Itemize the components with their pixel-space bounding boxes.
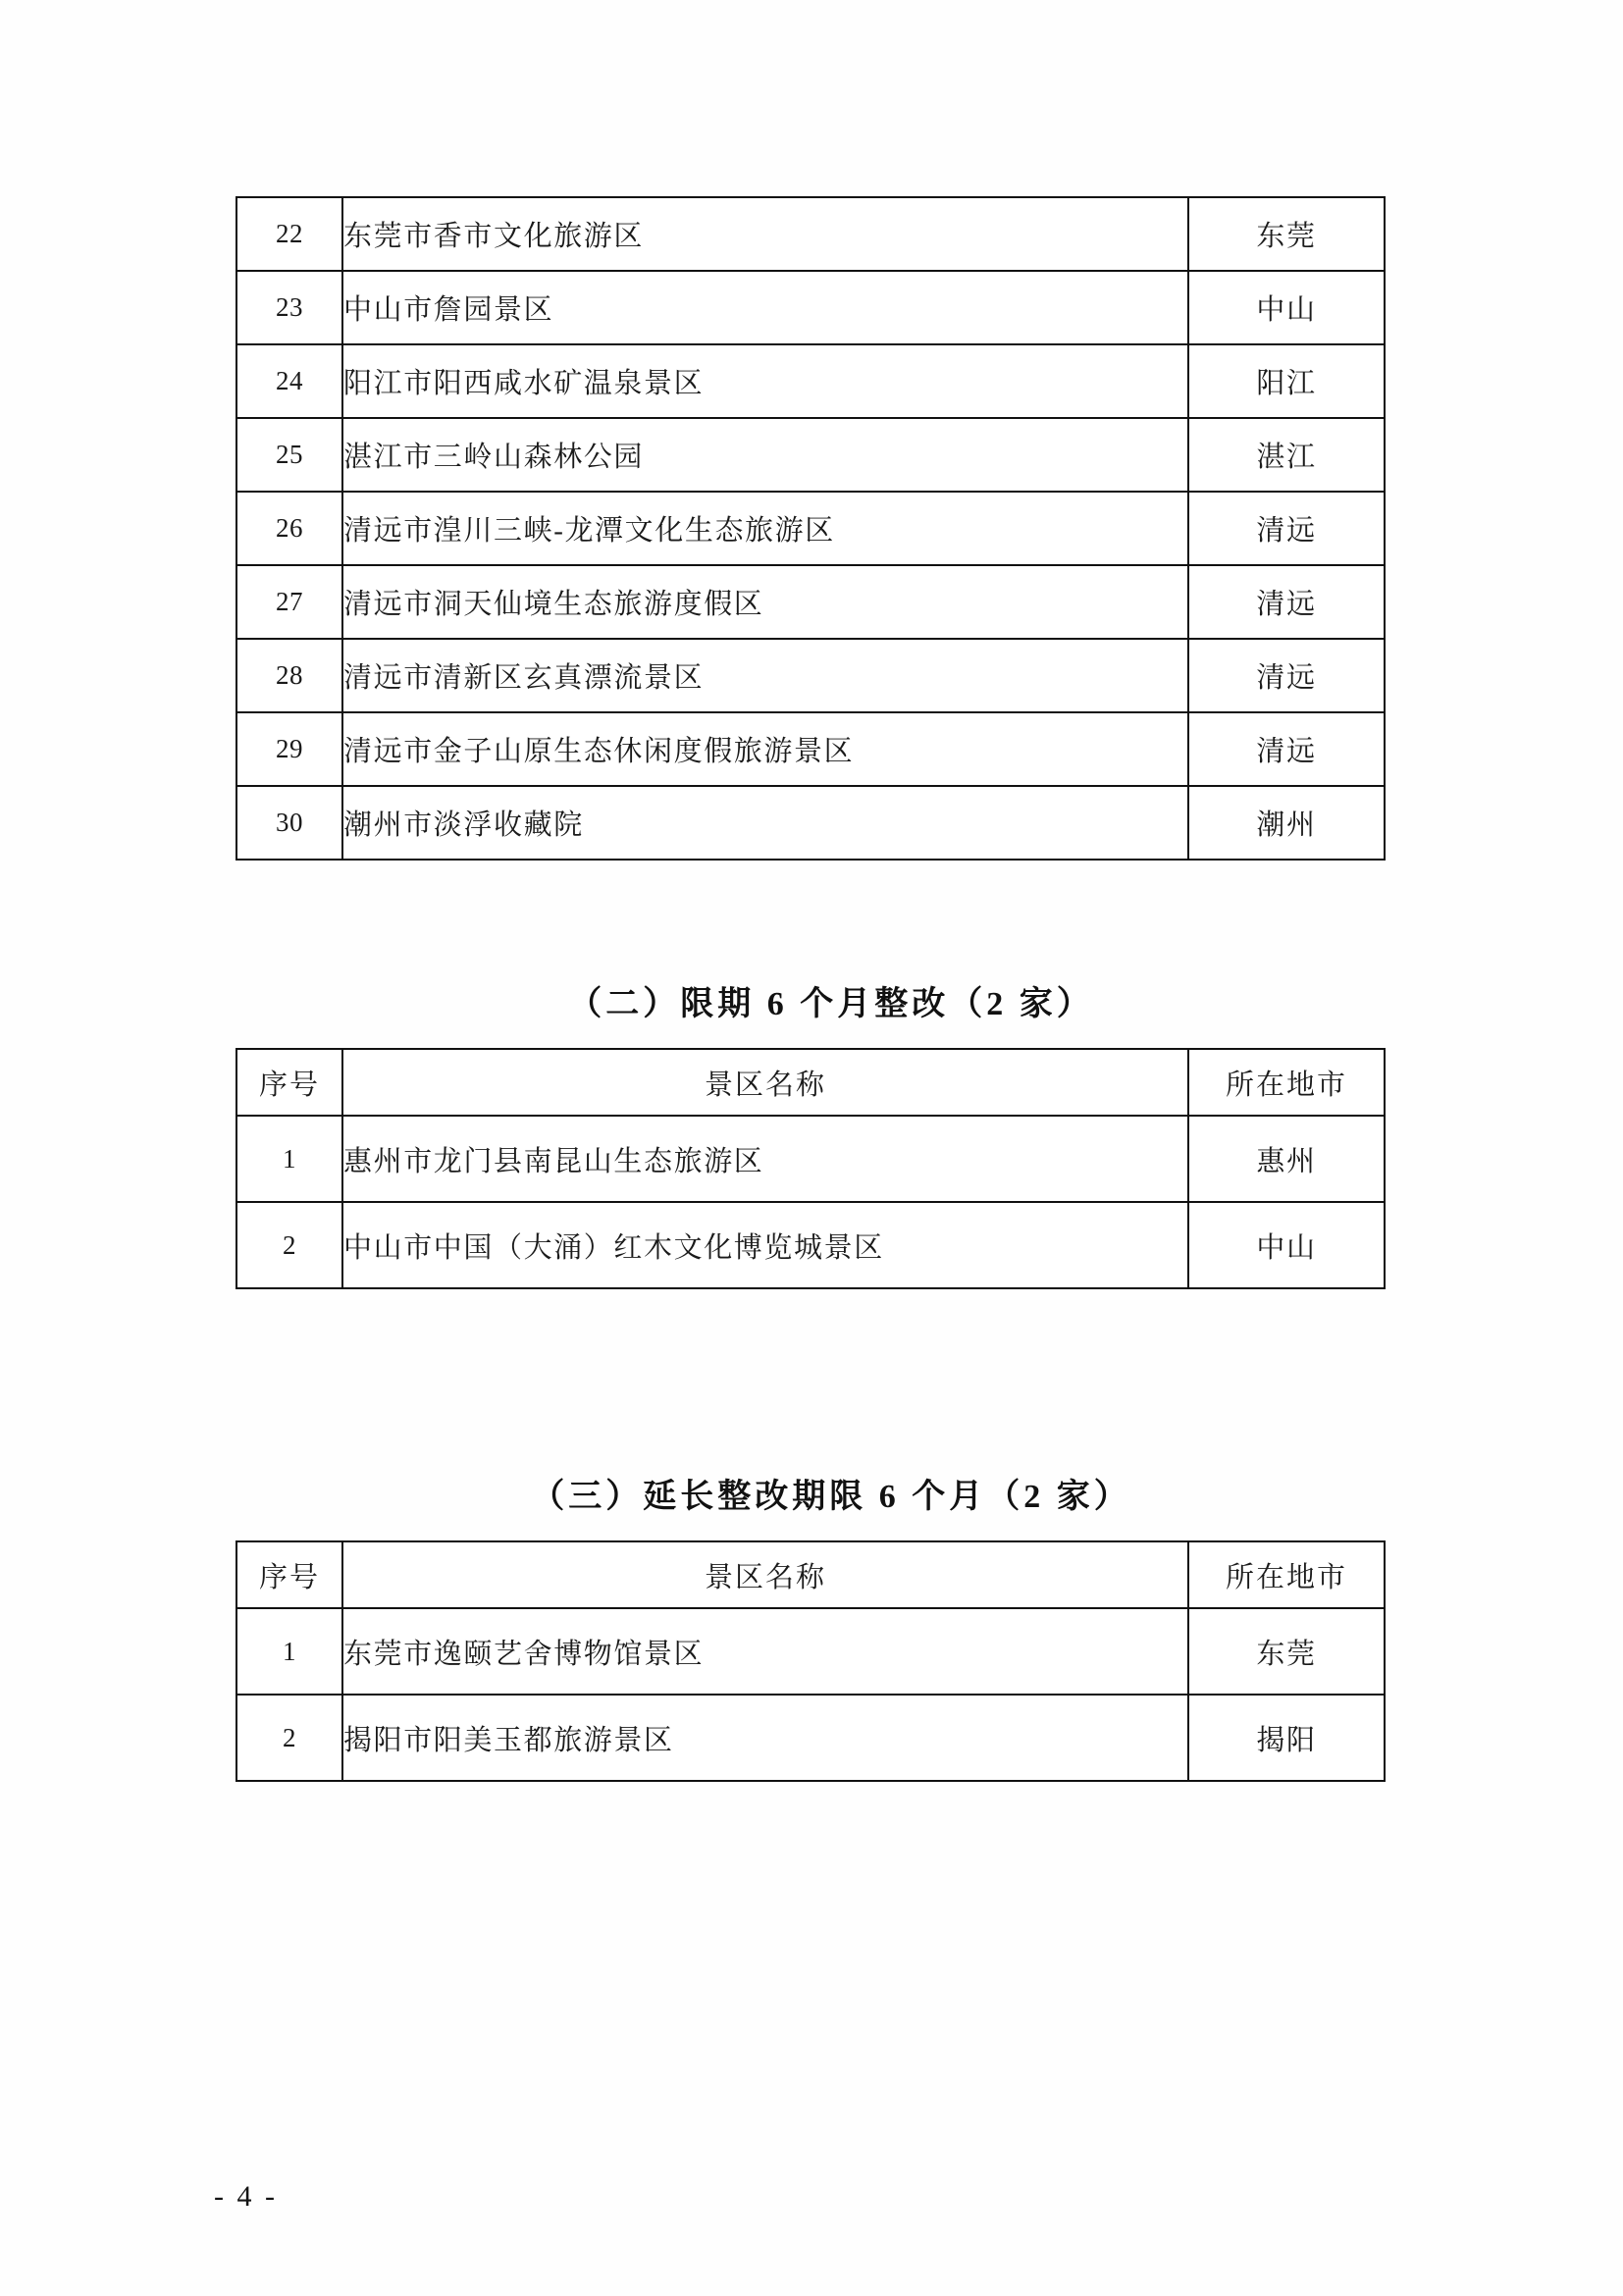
table-row <box>236 786 1385 860</box>
city-name: 潮州 <box>1188 786 1385 860</box>
row-index: 25 <box>236 418 342 492</box>
row-index: 26 <box>236 492 342 565</box>
scenic-area-name: 清远市清新区玄真漂流景区 <box>342 639 1188 712</box>
scenic-area-name: 潮州市淡浮收藏院 <box>342 786 1188 860</box>
city-name: 惠州 <box>1188 1116 1385 1202</box>
table-row <box>236 1116 1385 1202</box>
table-row <box>236 1608 1385 1695</box>
scenic-area-table-continued <box>236 196 1386 861</box>
table-row <box>236 565 1385 639</box>
scenic-area-name: 东莞市香市文化旅游区 <box>342 197 1188 271</box>
table-header-row <box>236 1541 1385 1608</box>
city-name: 清远 <box>1188 639 1385 712</box>
column-header-index: 序号 <box>236 1049 342 1116</box>
table-row <box>236 418 1385 492</box>
city-name: 湛江 <box>1188 418 1385 492</box>
city-name: 清远 <box>1188 492 1385 565</box>
scenic-area-name: 湛江市三岭山森林公园 <box>342 418 1188 492</box>
table-row <box>236 344 1385 418</box>
row-index: 28 <box>236 639 342 712</box>
scenic-area-name: 阳江市阳西咸水矿温泉景区 <box>342 344 1188 418</box>
row-index: 27 <box>236 565 342 639</box>
row-index: 30 <box>236 786 342 860</box>
row-index: 1 <box>236 1608 342 1695</box>
city-name: 揭阳 <box>1188 1695 1385 1781</box>
column-header-name: 景区名称 <box>342 1541 1188 1608</box>
city-name: 中山 <box>1188 271 1385 344</box>
row-index: 24 <box>236 344 342 418</box>
city-name: 清远 <box>1188 712 1385 786</box>
table-row <box>236 271 1385 344</box>
scenic-area-name: 清远市洞天仙境生态旅游度假区 <box>342 565 1188 639</box>
row-index: 29 <box>236 712 342 786</box>
column-header-name: 景区名称 <box>342 1049 1188 1116</box>
column-header-index: 序号 <box>236 1541 342 1608</box>
table-row <box>236 712 1385 786</box>
section-heading-three: （三）延长整改期限 6 个月（2 家） <box>531 1479 1131 1515</box>
section-heading-two: （二）限期 6 个月整改（2 家） <box>568 986 1094 1022</box>
row-index: 1 <box>236 1116 342 1202</box>
table-row <box>236 639 1385 712</box>
row-index: 2 <box>236 1202 342 1288</box>
extended-rectification-table <box>236 1540 1386 1782</box>
scenic-area-name: 中山市中国（大涌）红木文化博览城景区 <box>342 1202 1188 1288</box>
city-name: 清远 <box>1188 565 1385 639</box>
scenic-area-name: 东莞市逸颐艺舍博物馆景区 <box>342 1608 1188 1695</box>
table-row <box>236 197 1385 271</box>
scenic-area-name: 清远市金子山原生态休闲度假旅游景区 <box>342 712 1188 786</box>
row-index: 22 <box>236 197 342 271</box>
six-month-rectification-table <box>236 1048 1386 1289</box>
scenic-area-name: 中山市詹园景区 <box>342 271 1188 344</box>
table-row <box>236 1202 1385 1288</box>
city-name: 中山 <box>1188 1202 1385 1288</box>
column-header-city: 所在地市 <box>1188 1049 1385 1116</box>
scenic-area-name: 惠州市龙门县南昆山生态旅游区 <box>342 1116 1188 1202</box>
city-name: 阳江 <box>1188 344 1385 418</box>
scenic-area-name: 清远市湟川三峡-龙潭文化生态旅游区 <box>342 492 1188 565</box>
row-index: 23 <box>236 271 342 344</box>
table-row <box>236 1695 1385 1781</box>
table-row <box>236 492 1385 565</box>
column-header-city: 所在地市 <box>1188 1541 1385 1608</box>
city-name: 东莞 <box>1188 197 1385 271</box>
scenic-area-name: 揭阳市阳美玉都旅游景区 <box>342 1695 1188 1781</box>
page-number: - 4 - <box>214 2180 278 2213</box>
table-header-row <box>236 1049 1385 1116</box>
city-name: 东莞 <box>1188 1608 1385 1695</box>
row-index: 2 <box>236 1695 342 1781</box>
